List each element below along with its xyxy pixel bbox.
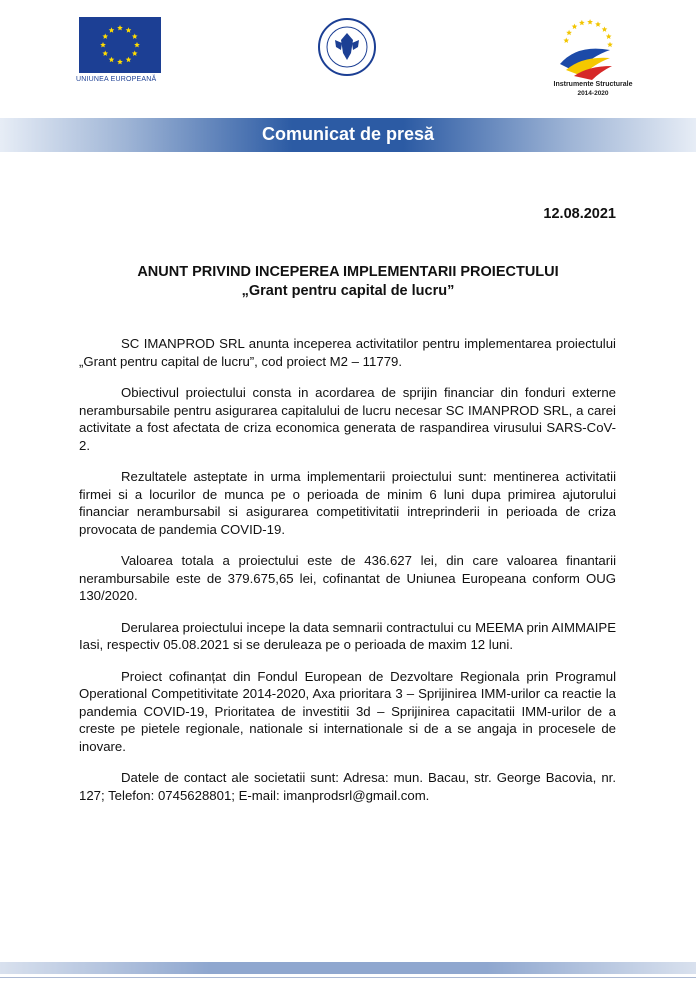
structural-instruments-label: Instrumente Structurale bbox=[553, 81, 633, 88]
paragraph: Rezultatele asteptate in urma implementarii proiectului sunt: mentinerea activitatii firmei si a locurilor de munca pe o perioada de minim 6 luni dupa primirea ajutorului financiar nerambursabil si asigurarea competitivitatii intreprinderii in perioada de criza provocata de pandemia COVID-19. bbox=[79, 469, 616, 537]
footer-line bbox=[0, 977, 696, 978]
document-date: 12.08.2021 bbox=[543, 206, 616, 222]
banner-title: Comunicat de presă bbox=[261, 124, 435, 144]
eu-label: UNIUNEA EUROPEANĂ bbox=[76, 76, 157, 83]
paragraph: Valoarea totala a proiectului este de 436.627 lei, din care valoarea finantarii nerambursabile este de 379.675,65 lei, cofinantat de Uniunea Europeana conform OUG 130/2020. bbox=[79, 553, 616, 603]
romanian-government-logo bbox=[318, 18, 376, 76]
paragraph: SC IMANPROD SRL anunta inceperea activitatilor pentru implementarea proiectului „Grant pentru capital de lucru”, cod proiect M2 – 11779. bbox=[79, 336, 616, 369]
document-title-line1: ANUNT PRIVIND INCEPEREA IMPLEMENTARII PROIECTULUI bbox=[137, 264, 559, 280]
paragraph: Proiect cofinanțat din Fondul European de Dezvoltare Regionala prin Programul Operational Competitivitate 2014-2020, Axa prioritara 3 – Sprijinirea IMM-urilor ca reactie la pandemia COVID-19, Prioritatea de investitii 3d – Sprijinirea capacitatii IMM-urilor de a creste pe pietele regionale, nationale si internationale si de a se angaja in procesele de inovare. bbox=[79, 668, 616, 754]
paragraph: Datele de contact ale societatii sunt: Adresa: mun. Bacau, str. George Bacovia, nr. 127; Telefon: 0745628801; E-mail: imanprodsrl@gmail.com. bbox=[79, 770, 616, 803]
footer-band bbox=[0, 962, 696, 974]
paragraph: Derularea proiectului incepe la data semnarii contractului cu MEEMA prin AIMMAIPE Iasi, respectiv 05.08.2021 si se deruleaza pe o perioada de maxim 12 luni. bbox=[79, 619, 616, 652]
document-title-line2: „Grant pentru capital de lucru” bbox=[241, 283, 455, 299]
eu-stars-icon bbox=[79, 17, 161, 73]
structural-instruments-years: 2014-2020 bbox=[577, 90, 609, 97]
eu-flag-logo bbox=[79, 17, 161, 73]
document-body bbox=[79, 335, 616, 818]
paragraph: Obiectivul proiectului consta in acordarea de sprijin financiar din fonduri externe nerambursabile pentru asigurarea capitalului de lucru necesar SC IMANPROD SRL, a carei activitate a fost afectata de criza economica generata de raspandirea virusului SARS-CoV-2. bbox=[79, 385, 616, 453]
structural-instruments-logo bbox=[552, 14, 622, 84]
